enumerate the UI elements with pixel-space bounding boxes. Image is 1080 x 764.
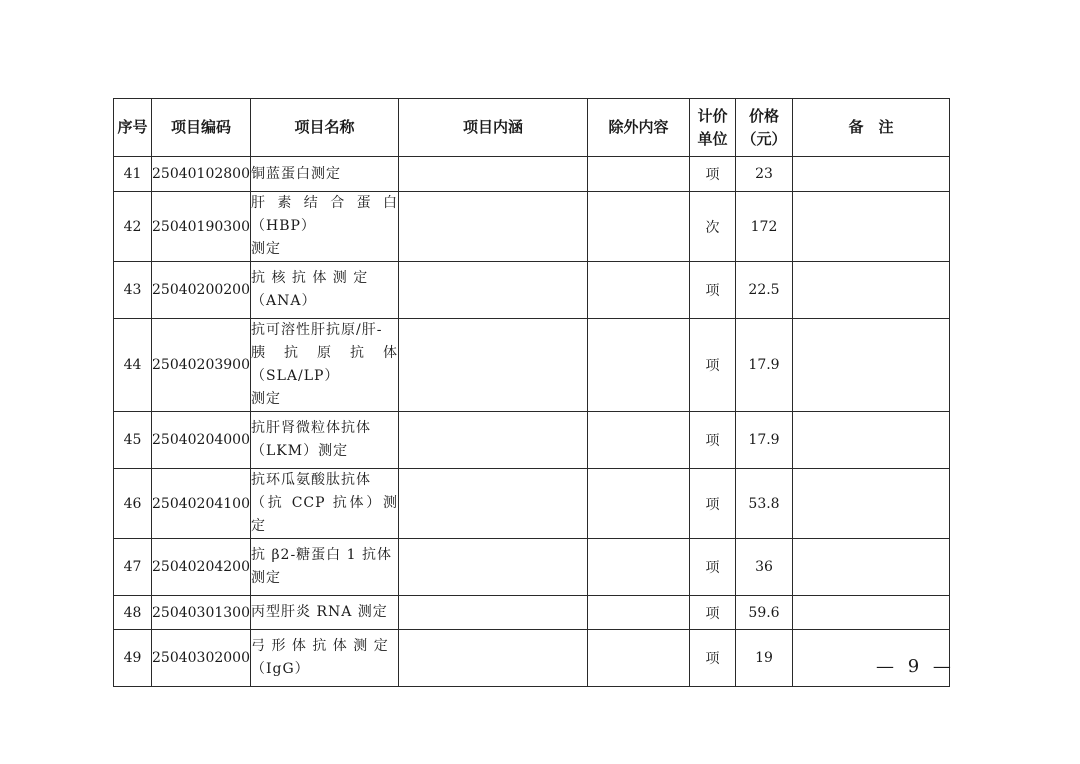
cell-unit: 项 [690,319,736,412]
cell-seq: 43 [114,262,152,319]
cell-code: 25040204100 [152,469,251,539]
cell-code: 25040102800 [152,157,251,192]
cell-name-line: 抗 核 抗 体 测 定 [251,270,369,286]
cell-content [399,319,588,412]
cell-exclude [588,539,690,596]
cell-code: 25040302000 [152,630,251,687]
header-remark: 备 注 [793,99,950,157]
cell-name-line: 测定 [251,241,281,257]
cell-price: 36 [736,539,793,596]
cell-price: 59.6 [736,596,793,630]
header-exclude: 除外内容 [588,99,690,157]
cell-exclude [588,630,690,687]
cell-exclude [588,192,690,262]
cell-name-line: 铜蓝蛋白测定 [251,165,341,182]
cell-content [399,192,588,262]
cell-content [399,412,588,469]
cell-name [251,539,399,596]
cell-code: 25040200200 [152,262,251,319]
table-row [114,157,950,192]
cell-remark [793,262,950,319]
cell-price: 172 [736,192,793,262]
cell-unit: 项 [690,539,736,596]
cell-name-line: （LKM）测定 [251,443,349,459]
cell-unit: 次 [690,192,736,262]
cell-remark [793,469,950,539]
cell-remark [793,596,950,630]
header-price [736,99,793,157]
cell-price: 17.9 [736,319,793,412]
cell-name-line: 抗可溶性肝抗原/肝- [251,322,383,338]
cell-name-line: 抗环瓜氨酸肽抗体 [251,472,371,488]
table-row [114,412,950,469]
cell-code: 25040203900 [152,319,251,412]
cell-content [399,539,588,596]
table-row [114,630,950,687]
cell-name-line: 测定 [251,391,281,407]
cell-price: 22.5 [736,262,793,319]
cell-exclude [588,469,690,539]
header-content: 项目内涵 [399,99,588,157]
cell-seq: 46 [114,469,152,539]
cell-exclude [588,319,690,412]
cell-unit: 项 [690,412,736,469]
cell-name-line: 丙型肝炎 RNA 测定 [251,604,388,620]
cell-content [399,469,588,539]
cell-price: 19 [736,630,793,687]
cell-name-line: 测定 [251,570,281,586]
cell-exclude [588,157,690,192]
table-row [114,596,950,630]
cell-name-line: 肝素结合蛋白（HBP） [251,195,398,234]
cell-name-line: （ANA） [251,293,317,309]
header-unit-line2: 单位 [697,129,728,148]
cell-seq: 42 [114,192,152,262]
cell-name-line: 抗 β2-糖蛋白 1 抗体 [251,547,392,563]
cell-exclude [588,262,690,319]
table-body [114,157,950,687]
cell-name [251,262,399,319]
header-price-line2: （元） [741,129,787,148]
cell-content [399,157,588,192]
cell-remark [793,412,950,469]
cell-unit: 项 [690,157,736,192]
cell-name-line: 弓 形 体 抗 体 测 定 [251,638,389,654]
header-seq: 序号 [114,99,152,157]
header-name: 项目名称 [251,99,399,157]
header-price-line1: 价格 [748,106,779,125]
cell-remark [793,539,950,596]
cell-remark [793,157,950,192]
cell-code: 25040204200 [152,539,251,596]
cell-remark [793,192,950,262]
cell-content [399,262,588,319]
cell-code: 25040301300 [152,596,251,630]
cell-seq: 48 [114,596,152,630]
cell-unit: 项 [690,262,736,319]
cell-seq: 45 [114,412,152,469]
cell-code: 25040190300 [152,192,251,262]
cell-unit: 项 [690,469,736,539]
header-row [114,99,950,157]
cell-exclude [588,412,690,469]
cell-seq: 49 [114,630,152,687]
cell-name [251,412,399,469]
header-unit-line1: 计价 [697,106,728,125]
cell-name-line: （IgG） [251,661,310,677]
cell-unit: 项 [690,596,736,630]
cell-price: 17.9 [736,412,793,469]
page-number: — 9 — [876,656,955,677]
cell-name-line: 抗肝肾微粒体抗体 [251,420,371,436]
fee-table [113,98,950,687]
cell-content [399,630,588,687]
cell-content [399,596,588,630]
cell-seq: 41 [114,157,152,192]
cell-name-line: 胰抗原抗体（SLA/LP） [251,345,398,384]
header-code: 项目编码 [152,99,251,157]
cell-exclude [588,596,690,630]
cell-name [251,469,399,539]
cell-unit: 项 [690,630,736,687]
table-row [114,469,950,539]
cell-name [251,630,399,687]
cell-name-line: （抗 CCP 抗体）测定 [251,495,398,534]
cell-seq: 47 [114,539,152,596]
cell-price: 53.8 [736,469,793,539]
table-row [114,319,950,412]
cell-seq: 44 [114,319,152,412]
cell-name [251,192,399,262]
table-row [114,192,950,262]
cell-name [251,157,399,192]
table-row [114,539,950,596]
cell-code: 25040204000 [152,412,251,469]
table-row [114,262,950,319]
cell-name [251,319,399,412]
cell-name [251,596,399,630]
cell-remark [793,319,950,412]
cell-price: 23 [736,157,793,192]
header-unit [690,99,736,157]
